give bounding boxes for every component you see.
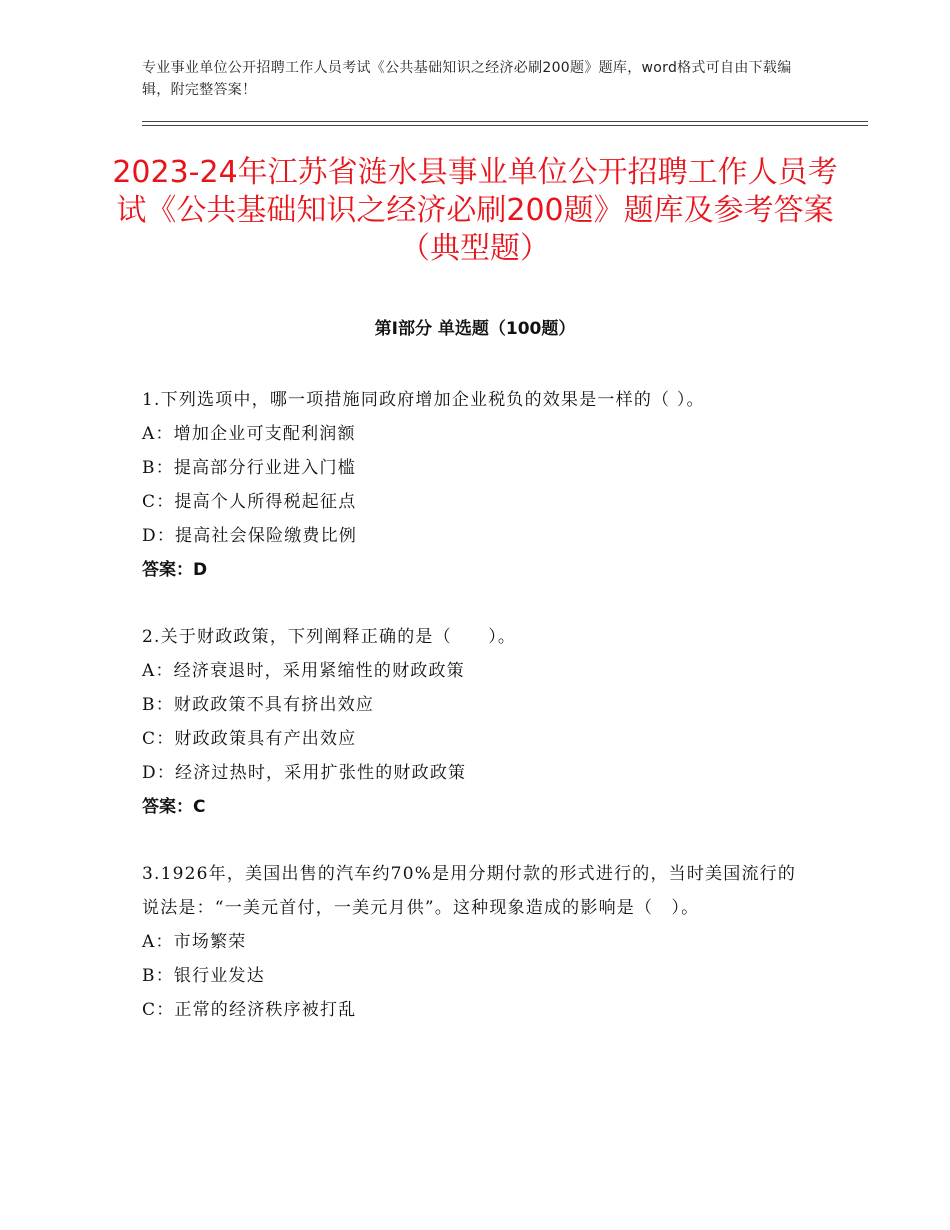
question-stem: 2.关于财政政策，下列阐释正确的是（ ）。 [142, 627, 517, 647]
answer: 答案：D [142, 560, 208, 580]
question-3 [142, 857, 802, 1027]
option-d: D：提高社会保险缴费比例 [142, 526, 358, 546]
question-stem: 3.1926年，美国出售的汽车约70%是用分期付款的形式进行的，当时美国流行的说法是：“一美元首付，一美元月供”。这种现象造成的影响是（ ）。 [142, 864, 797, 918]
header-divider-bottom [142, 125, 868, 126]
option-b: B：银行业发达 [142, 966, 265, 986]
option-b: B：提高部分行业进入门槛 [142, 458, 356, 478]
option-c: C：财政政策具有产出效应 [142, 729, 357, 749]
question-1 [142, 383, 802, 587]
question-list [142, 383, 802, 1060]
answer: 答案：C [142, 797, 206, 817]
question-stem: 1.下列选项中，哪一项措施同政府增加企业税负的效果是一样的（ ）。 [142, 390, 705, 410]
option-a: A：增加企业可支配利润额 [142, 424, 356, 444]
header-note: 专业事业单位公开招聘工作人员考试《公共基础知识之经济必刷200题》题库，word格式可自由下载编辑，附完整答案！ [142, 60, 792, 98]
option-c: C：正常的经济秩序被打乱 [142, 1000, 357, 1020]
section-title: 第Ⅰ部分 单选题（100题） [374, 319, 576, 339]
option-a: A：经济衰退时，采用紧缩性的财政政策 [142, 661, 465, 681]
option-b: B：财政政策不具有挤出效应 [142, 695, 375, 715]
document-title: 2023-24年江苏省涟水县事业单位公开招聘工作人员考试《公共基础知识之经济必刷200题》题库及参考答案（典型题） [112, 155, 838, 266]
question-2 [142, 620, 802, 824]
header-divider-top [142, 121, 868, 122]
option-c: C：提高个人所得税起征点 [142, 492, 357, 512]
option-d: D：经济过热时，采用扩张性的财政政策 [142, 763, 467, 783]
option-a: A：市场繁荣 [142, 932, 247, 952]
